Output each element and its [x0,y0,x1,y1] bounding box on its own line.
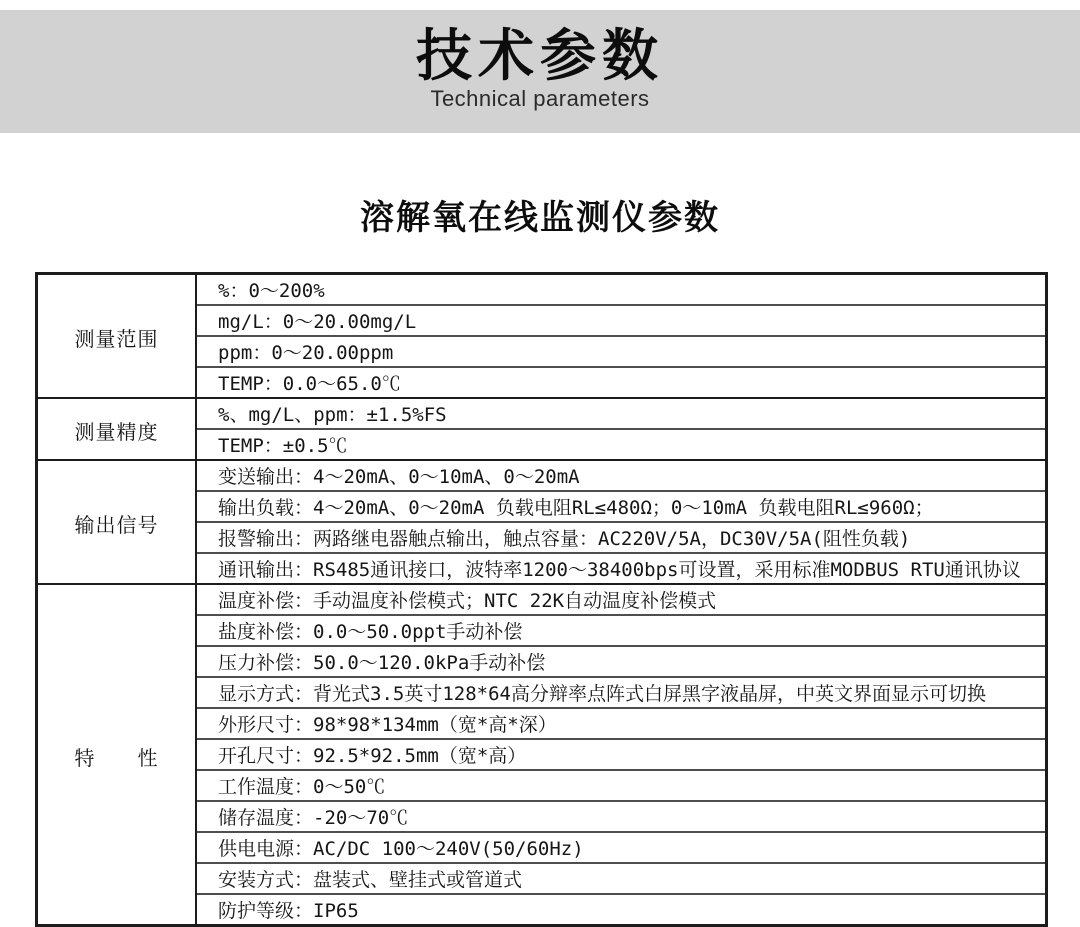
page-subtitle: Technical parameters [430,86,650,111]
section-title: 溶解氧在线监测仪参数 [360,199,720,237]
parameter-value-cell: 输出负载：4～20mA、0～20mA 负载电阻RL≤480Ω；0～10mA 负载电阻RL≤960Ω； [196,491,1047,522]
parameters-table [35,272,1048,927]
parameter-value-cell: 显示方式：背光式3.5英寸128*64高分辩率点阵式白屏黑字液晶屏，中英文界面显示可切换 [196,677,1047,708]
parameter-value-cell: 供电电源：AC/DC 100～240V(50/60Hz) [196,832,1047,863]
parameter-value-cell: ppm：0～20.00ppm [196,336,1047,367]
table-row [37,460,1047,491]
parameter-value-cell: 防护等级：IP65 [196,894,1047,926]
table-row [37,398,1047,429]
parameter-value-cell: 压力补偿：50.0～120.0kPa手动补偿 [196,646,1047,677]
parameter-value-cell: 变送输出：4～20mA、0～10mA、0～20mA [196,460,1047,491]
table-row [37,274,1047,306]
parameter-value-cell: %：0～200% [196,274,1047,306]
category-cell-measuring-range: 测量范围 [37,274,197,399]
category-cell-accuracy: 测量精度 [37,398,197,460]
parameter-value-cell: 报警输出：两路继电器触点输出，触点容量：AC220V/5A，DC30V/5A(阻性负载) [196,522,1047,553]
parameter-value-cell: 储存温度：-20～70℃ [196,801,1047,832]
category-cell-features: 特 性 [37,584,197,926]
page-header-banner [0,10,1080,133]
parameter-value-cell: 外形尺寸：98*98*134mm（宽*高*深） [196,708,1047,739]
parameters-table-container [35,272,1048,927]
parameter-value-cell: 开孔尺寸：92.5*92.5mm（宽*高） [196,739,1047,770]
parameter-value-cell: 工作温度：0～50℃ [196,770,1047,801]
parameter-value-cell: TEMP：0.0～65.0℃ [196,367,1047,398]
parameter-value-cell: mg/L：0～20.00mg/L [196,305,1047,336]
table-row [37,584,1047,615]
parameter-value-cell: TEMP：±0.5℃ [196,429,1047,460]
parameter-value-cell: 盐度补偿：0.0～50.0ppt手动补偿 [196,615,1047,646]
parameter-value-cell: 安装方式：盘装式、壁挂式或管道式 [196,863,1047,894]
parameter-value-cell: %、mg/L、ppm：±1.5%FS [196,398,1047,429]
category-cell-output-signal: 输出信号 [37,460,197,584]
parameter-value-cell: 温度补偿：手动温度补偿模式；NTC 22K自动温度补偿模式 [196,584,1047,615]
page-title: 技术参数 [416,24,664,87]
parameter-value-cell: 通讯输出：RS485通讯接口，波特率1200～38400bps可设置，采用标准MODBUS RTU通讯协议 [196,553,1047,584]
